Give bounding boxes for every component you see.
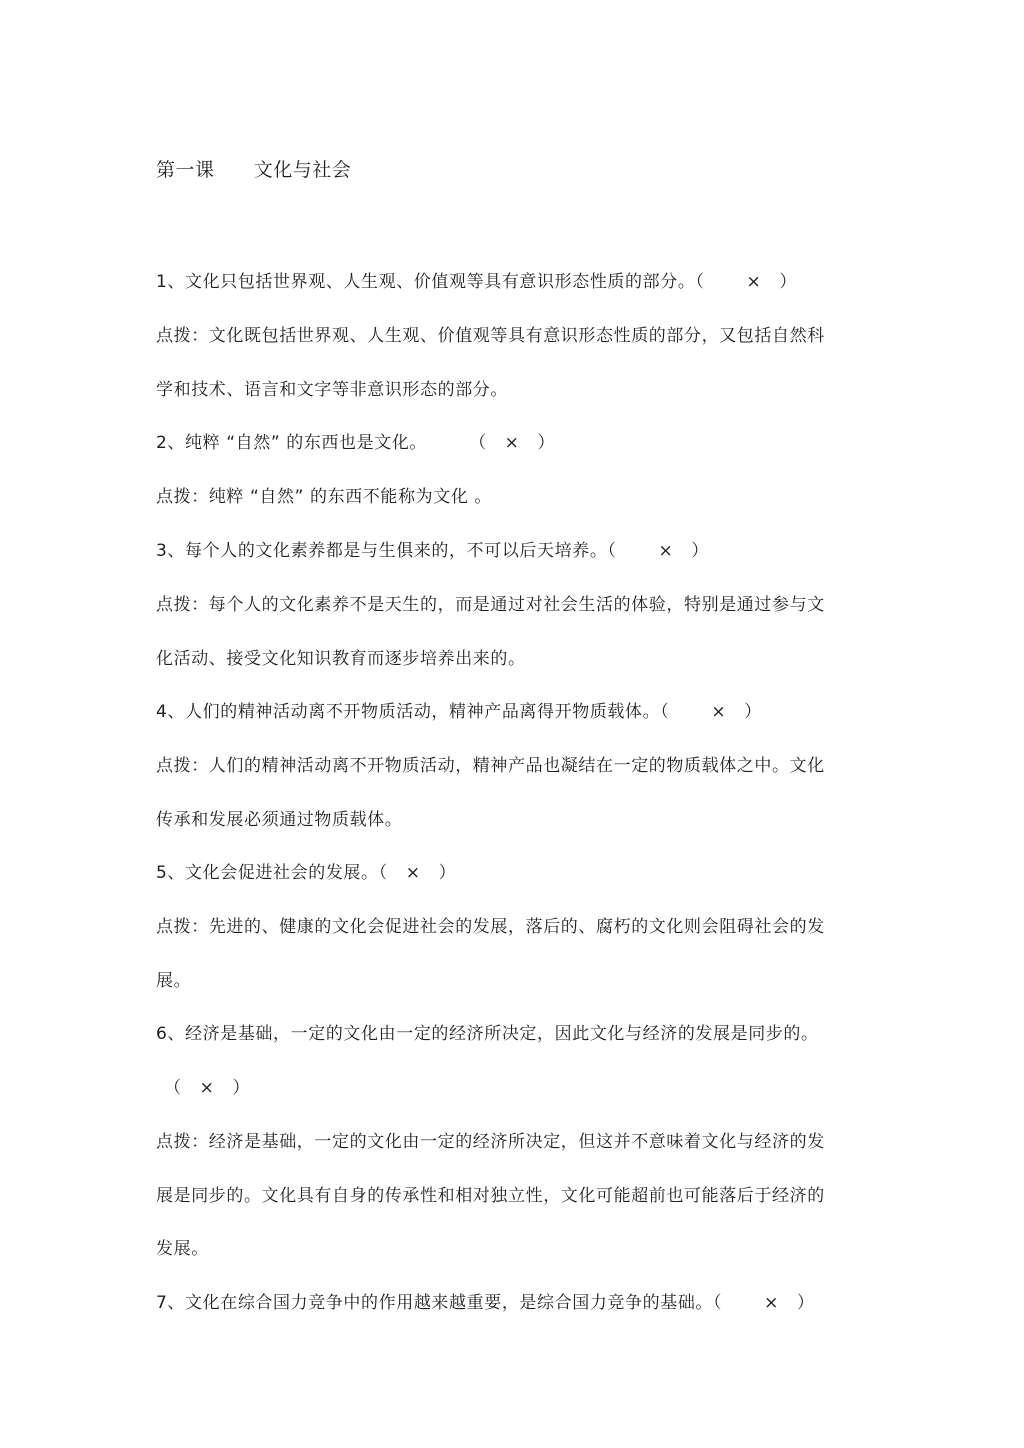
question-6-answer: （ × ） bbox=[164, 1078, 251, 1098]
question-7: 7、文化在综合国力竞争中的作用越来越重要，是综合国力竞争的基础。（ × ） bbox=[156, 1293, 815, 1313]
explanation-6-line-1: 点拨：经济是基础，一定的文化由一定的经济所决定，但这并不意味着文化与经济的发 bbox=[156, 1132, 825, 1152]
question-4: 4、人们的精神活动离不开物质活动，精神产品离得开物质载体。（ × ） bbox=[156, 702, 762, 722]
question-3: 3、每个人的文化素养都是与生俱来的，不可以后天培养。（ × ） bbox=[156, 541, 709, 561]
explanation-1-line-1: 点拨：文化既包括世界观、人生观、价值观等具有意识形态性质的部分，又包括自然科 bbox=[156, 326, 825, 346]
explanation-3-line-2: 化活动、接受文化知识教育而逐步培养出来的。 bbox=[156, 649, 526, 669]
explanation-6-line-2: 展是同步的。文化具有自身的传承性和相对独立性，文化可能超前也可能落后于经济的 bbox=[156, 1186, 825, 1206]
explanation-6-line-3: 发展。 bbox=[156, 1239, 209, 1259]
question-2: 2、纯粹 “自然” 的东西也是文化。 （ × ） bbox=[156, 433, 556, 453]
explanation-4-line-2: 传承和发展必须通过物质载体。 bbox=[156, 810, 403, 830]
explanation-2: 点拨：纯粹 “自然” 的东西不能称为文化 。 bbox=[156, 487, 493, 507]
question-1: 1、文化只包括世界观、人生观、价值观等具有意识形态性质的部分。（ × ） bbox=[156, 272, 797, 292]
explanation-3-line-1: 点拨：每个人的文化素养不是天生的，而是通过对社会生活的体验，特别是通过参与文 bbox=[156, 595, 825, 615]
lesson-title: 第一课 文化与社会 bbox=[156, 159, 352, 181]
explanation-1-line-2: 学和技术、语言和文字等非意识形态的部分。 bbox=[156, 380, 508, 400]
explanation-4-line-1: 点拨：人们的精神活动离不开物质活动，精神产品也凝结在一定的物质载体之中。文化 bbox=[156, 756, 825, 776]
explanation-5-line-2: 展。 bbox=[156, 971, 192, 991]
question-6: 6、经济是基础，一定的文化由一定的经济所决定，因此文化与经济的发展是同步的。 bbox=[156, 1024, 819, 1044]
explanation-5-line-1: 点拨：先进的、健康的文化会促进社会的发展，落后的、腐朽的文化则会阻碍社会的发 bbox=[156, 917, 825, 937]
question-5: 5、文化会促进社会的发展。（ × ） bbox=[156, 863, 457, 883]
